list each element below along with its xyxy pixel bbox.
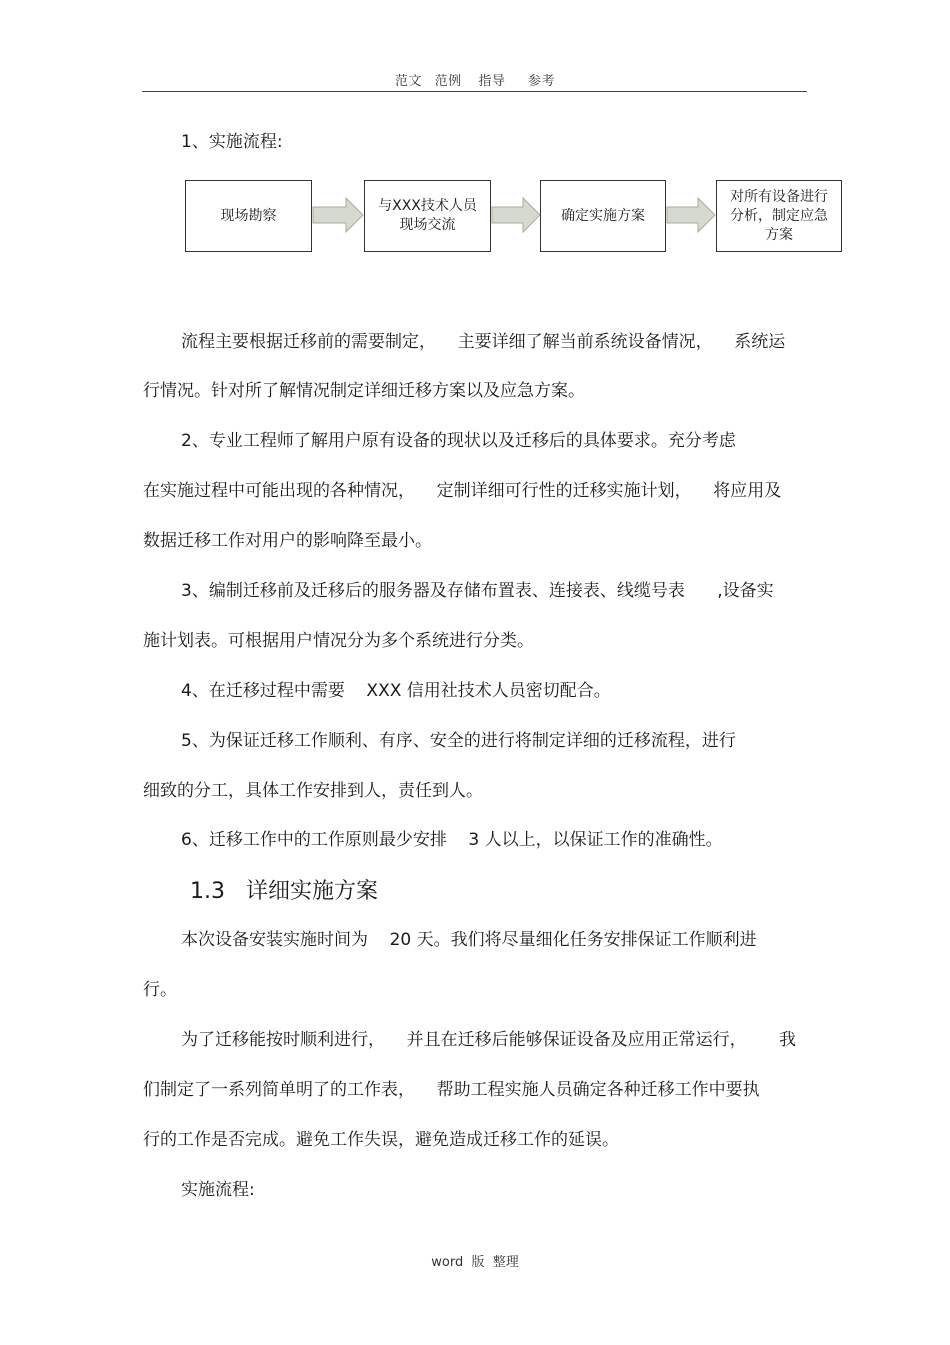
paragraph-line: 行情况。针对所了解情况制定详细迁移方案以及应急方案。	[143, 381, 585, 401]
header-item: 参考	[527, 74, 555, 89]
flow-step-3	[540, 180, 666, 252]
paragraph-line: 为了迁移能按时顺利进行， 并且在迁移后能够保证设备及应用正常运行， 我	[181, 1030, 797, 1050]
section-heading: 1.3 详细实施方案	[190, 879, 378, 904]
paragraph-line: 6、迁移工作中的工作原则最少安排 3 人以上，以保证工作的准确性。	[181, 830, 723, 850]
flow-step-2	[364, 180, 491, 252]
paragraph-line: 4、在迁移过程中需要 XXX 信用社技术人员密切配合。	[181, 681, 611, 701]
paragraph-line: 2、专业工程师了解用户原有设备的现状以及迁移后的具体要求。充分考虑	[181, 431, 736, 451]
paragraph-line: 施计划表。可根据用户情况分为多个系统进行分类。	[143, 631, 534, 651]
paragraph-line: 行的工作是否完成。避免工作失误，避免造成迁移工作的延误。	[143, 1130, 619, 1150]
flow-step-4	[716, 180, 842, 252]
flow-step-1	[185, 180, 312, 252]
paragraph-line: 在实施过程中可能出现的各种情况， 定制详细可行性的迁移实施计划， 将应用及	[143, 481, 782, 501]
paragraph-line: 实施流程:	[181, 1180, 255, 1200]
header-divider	[142, 91, 807, 92]
paragraph-line: 们制定了一系列简单明了的工作表， 帮助工程实施人员确定各种迁移工作中要执	[143, 1080, 760, 1100]
flow-step-label: 对所有设备进行 分析，制定应急 方案	[730, 188, 828, 243]
paragraph-line: 5、为保证迁移工作顺利、有序、安全的进行将制定详细的迁移流程，进行	[181, 731, 736, 751]
header-item: 范文	[395, 74, 423, 89]
paragraph-line: 细致的分工，具体工作安排到人，责任到人。	[143, 781, 483, 801]
flow-step-label: 确定实施方案	[561, 207, 645, 224]
page-header	[0, 70, 950, 89]
flow-step-label: 现场勘察	[220, 207, 277, 224]
paragraph-line: 本次设备安装实施时间为 20 天。我们将尽量细化任务安排保证工作顺利进	[181, 930, 757, 950]
flow-arrow-icon	[491, 196, 541, 234]
header-item: 指导	[478, 74, 506, 89]
section-title: 1、实施流程:	[181, 132, 283, 152]
flow-arrow-icon	[666, 196, 716, 234]
paragraph-line: 流程主要根据迁移前的需要制定， 主要详细了解当前系统设备情况， 系统运	[181, 332, 786, 352]
flow-step-label: 与XXX技术人员 现场交流	[378, 198, 477, 233]
paragraph-line: 数据迁移工作对用户的影响降至最小。	[143, 531, 432, 551]
header-item: 范例	[434, 74, 462, 89]
paragraph-line: 行。	[143, 980, 177, 1000]
paragraph-line: 3、编制迁移前及迁移后的服务器及存储布置表、连接表、线缆号表 ,设备实	[181, 581, 774, 601]
flow-arrow-icon	[312, 196, 364, 234]
page-footer: word 版 整理	[431, 1255, 519, 1270]
